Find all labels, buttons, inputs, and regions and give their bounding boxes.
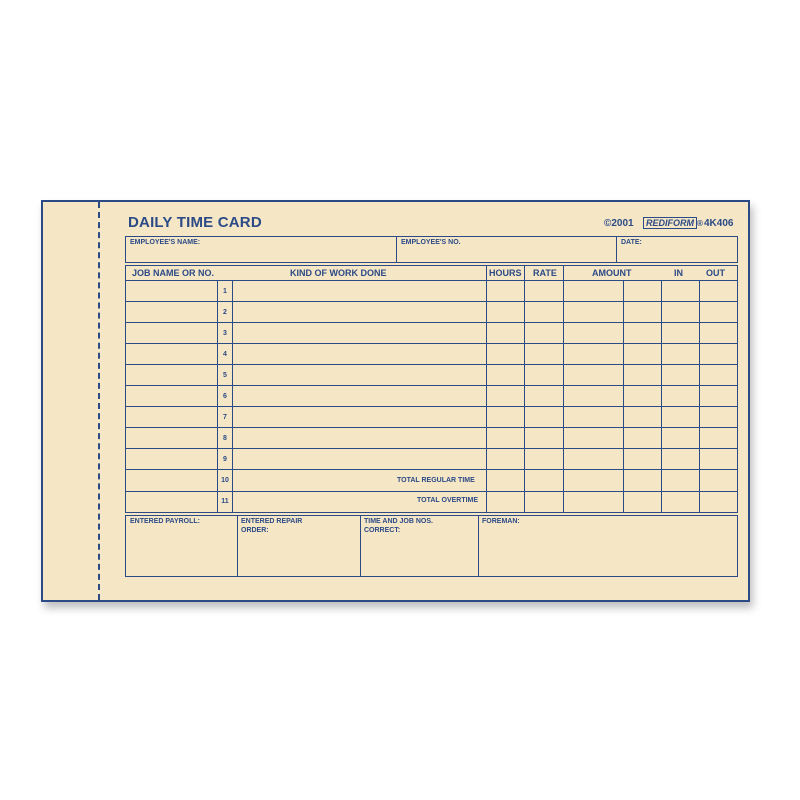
col-rate: RATE (533, 268, 557, 278)
entered-repair-field-line2: ORDER: (241, 527, 269, 534)
col-in: IN (674, 268, 683, 278)
perforation-line (98, 202, 100, 600)
col-hours: HOURS (489, 268, 522, 278)
row-number: 11 (221, 498, 229, 505)
row-number: 6 (223, 393, 227, 400)
row-number: 10 (221, 477, 229, 484)
row-number: 8 (223, 435, 227, 442)
row-number: 1 (223, 288, 227, 295)
row-number: 9 (223, 456, 227, 463)
date-field[interactable]: DATE: (621, 239, 642, 246)
row-number: 3 (223, 330, 227, 337)
entered-payroll-field[interactable]: ENTERED PAYROLL: (130, 518, 201, 525)
row-number: 2 (223, 309, 227, 316)
col-out: OUT (706, 268, 725, 278)
time-job-correct-field[interactable]: TIME AND JOB NOS. (364, 518, 433, 525)
form-number: 4K406 (704, 218, 734, 229)
brand-logo: REDIFORM ® (643, 218, 703, 229)
employee-name-field[interactable]: EMPLOYEE'S NAME: (130, 239, 201, 246)
employee-no-field[interactable]: EMPLOYEE'S NO. (401, 239, 461, 246)
col-amount: AMOUNT (592, 268, 632, 278)
row-number: 7 (223, 414, 227, 421)
foreman-field[interactable]: FOREMAN: (482, 518, 520, 525)
total-overtime-label: TOTAL OVERTIME (417, 497, 479, 504)
total-regular-time-label: TOTAL REGULAR TIME (397, 477, 475, 484)
col-kind: KIND OF WORK DONE (290, 268, 387, 278)
time-job-correct-field-line2: CORRECT: (364, 527, 401, 534)
entered-repair-field[interactable]: ENTERED REPAIR (241, 518, 303, 525)
card-title: DAILY TIME CARD (128, 214, 262, 231)
row-number: 4 (223, 351, 227, 358)
row-number: 5 (223, 372, 227, 379)
col-job: JOB NAME OR NO. (132, 268, 215, 278)
copyright: ©2001 (604, 218, 634, 229)
